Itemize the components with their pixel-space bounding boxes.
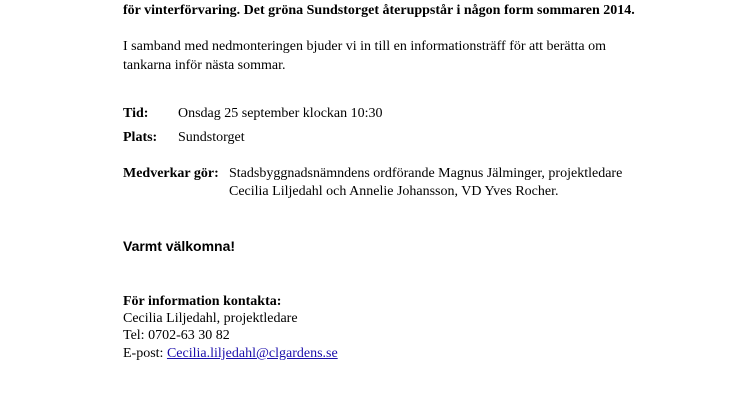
- welcome-text: Varmt välkomna!: [123, 238, 236, 254]
- participants-line-1: Stadsbyggnadsnämndens ordförande Magnus Jälminger, projektledare: [229, 166, 623, 181]
- participants-label: Medverkar gör:: [123, 166, 219, 181]
- participants-line-2: Cecilia Liljedahl och Annelie Johansson, VD Yves Rocher.: [229, 184, 559, 199]
- intro-paragraph-line-1: I samband med nedmonteringen bjuder vi in till en informationsträff för att berätta om: [123, 39, 606, 54]
- contact-email-link[interactable]: Cecilia.liljedahl@clgardens.se: [166, 346, 338, 361]
- contact-email-label: E-post:: [123, 346, 164, 361]
- contact-heading: För information kontakta:: [123, 294, 282, 309]
- intro-paragraph-line-2: tankarna inför nästa sommar.: [123, 58, 286, 73]
- time-label: Tid:: [123, 106, 149, 121]
- intro-bold-line: för vinterförvaring. Det gröna Sundstorget återuppstår i någon form sommaren 2014.: [123, 3, 635, 18]
- time-value: Onsdag 25 september klockan 10:30: [178, 106, 383, 121]
- contact-email-row: [123, 345, 338, 363]
- contact-name-role: Cecilia Liljedahl, projektledare: [123, 311, 298, 326]
- place-value: Sundstorget: [178, 130, 245, 145]
- contact-phone: Tel: 0702-63 30 82: [123, 328, 230, 343]
- place-label: Plats:: [123, 130, 158, 145]
